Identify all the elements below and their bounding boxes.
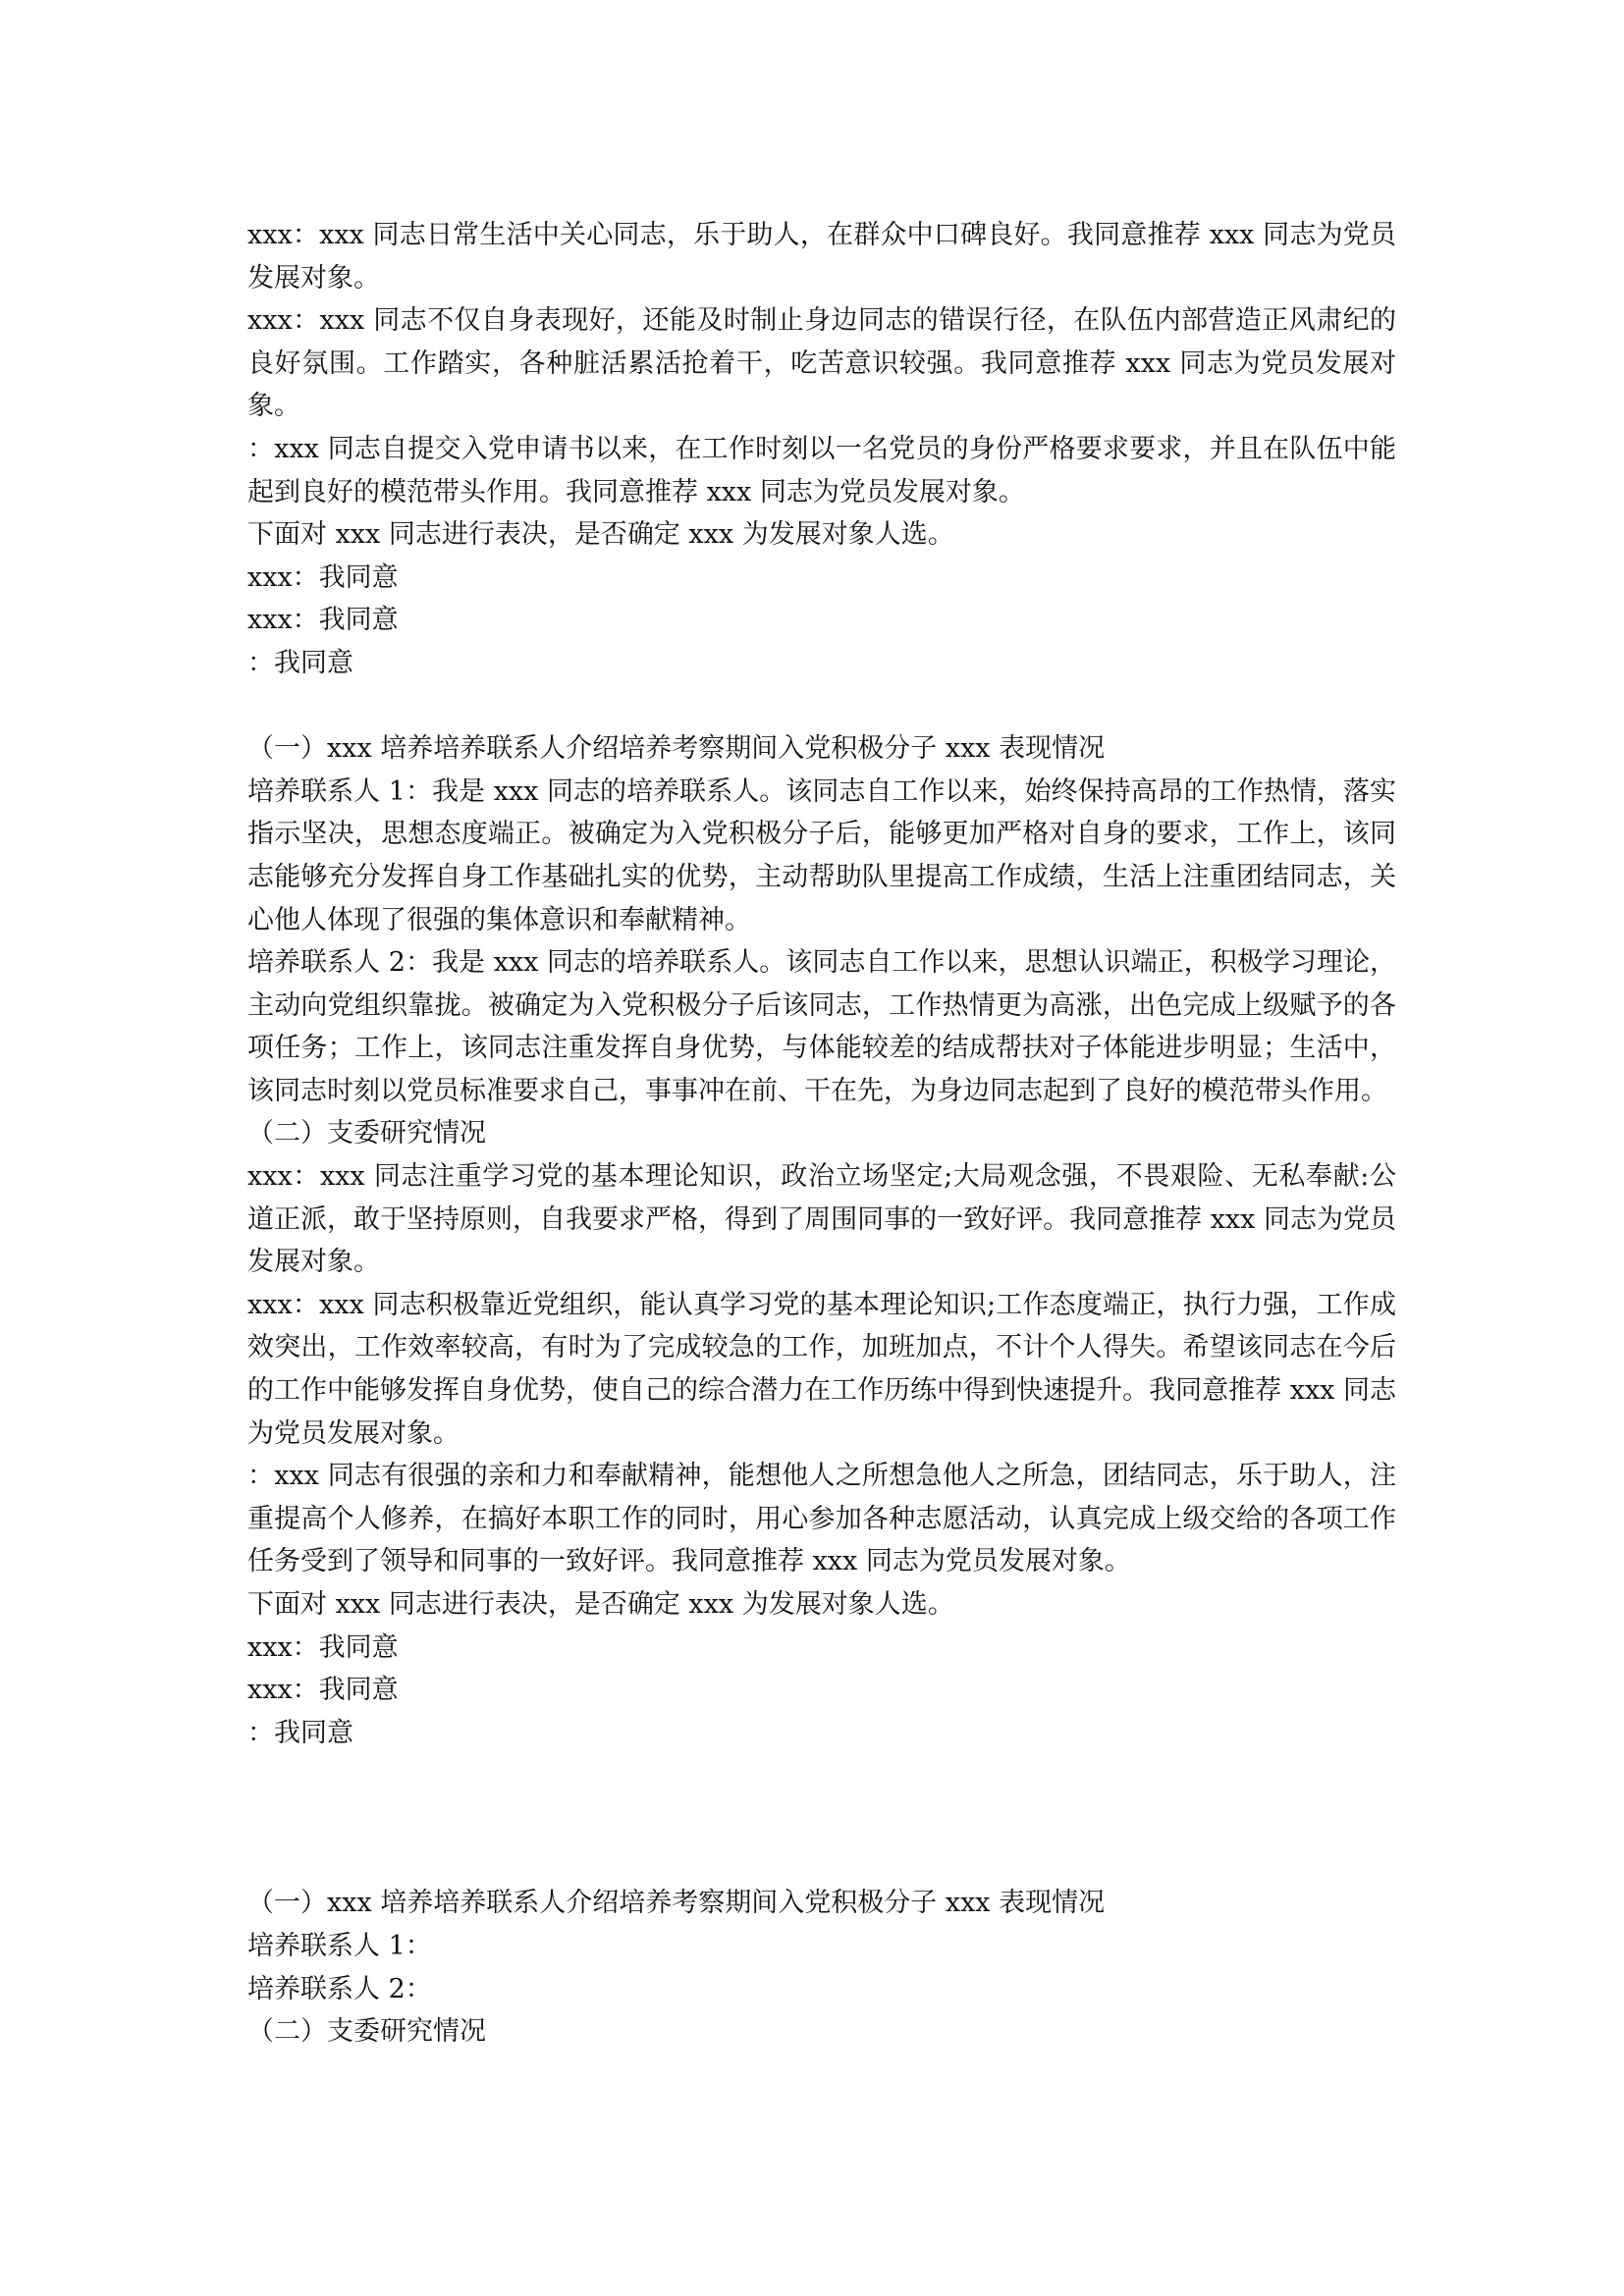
document-body	[247, 214, 1396, 2054]
paragraph-vote: xxx：我同意	[247, 561, 399, 593]
section-spacer	[247, 685, 1396, 728]
section-heading: （二）支委研究情况	[247, 1118, 486, 1149]
section-spacer	[247, 1754, 1396, 1882]
paragraph-member-comment: xxx：xxx 同志注重学习党的基本理论知识，政治立场坚定;大局观念强，不畏艰险、无私奉献:公道正派，敢于坚持原则，自我要求严格，得到了周围同事的一致好评。我同意推荐 xxx 同志为党员发展对象。	[247, 1161, 1396, 1278]
paragraph-contact-introduction: 培养联系人 2：我是 xxx 同志的培养联系人。该同志自工作以来，思想认识端正，积极学习理论，主动向党组织靠拢。被确定为入党积极分子后该同志，工作热情更为高涨，出色完成上级赋予的各项任务；工作上，该同志注重发挥自身优势，与体能较差的结成帮扶对子体能进步明显；生活中，该同志时刻以党员标准要求自己，事事冲在前、干在先，为身边同志起到了良好的模范带头作用。	[247, 947, 1396, 1106]
paragraph-vote: xxx：我同意	[247, 1675, 399, 1706]
paragraph-vote: ：我同意	[247, 647, 353, 678]
paragraph-member-comment: xxx：xxx 同志积极靠近党组织，能认真学习党的基本理论知识;工作态度端正，执行力强，工作成效突出，工作效率较高，有时为了完成较急的工作，加班加点，不计个人得失。希望该同志在今后的工作中能够发挥自身优势，使自己的综合潜力在工作历练中得到快速提升。我同意推荐 xxx 同志为党员发展对象。	[247, 1289, 1396, 1449]
paragraph-member-comment: xxx：xxx 同志不仅自身表现好，还能及时制止身边同志的错误行径，在队伍内部营造正风肃纪的良好氛围。工作踏实，各种脏活累活抢着干，吃苦意识较强。我同意推荐 xxx 同志为党员发展对象。	[247, 305, 1396, 422]
paragraph-contact-introduction: 培养联系人 1：我是 xxx 同志的培养联系人。该同志自工作以来，始终保持高昂的工作热情，落实指示坚决，思想态度端正。被确定为入党积极分子后，能够更加严格对自身的要求，工作上，该同志能够充分发挥自身工作基础扎实的优势，主动帮助队里提高工作成绩，生活上注重团结同志，关心他人体现了很强的集体意识和奉献精神。	[247, 775, 1396, 935]
paragraph-member-comment: xxx：xxx 同志日常生活中关心同志，乐于助人，在群众中口碑良好。我同意推荐 xxx 同志为党员发展对象。	[247, 220, 1396, 294]
paragraph-vote: xxx：我同意	[247, 1631, 399, 1663]
section-heading: （一）xxx 培养培养联系人介绍培养考察期间入党积极分子 xxx 表现情况	[247, 733, 1106, 765]
paragraph-vote-prompt: 下面对 xxx 同志进行表决，是否确定 xxx 为发展对象人选。	[247, 519, 954, 551]
paragraph-vote: ：我同意	[247, 1717, 353, 1748]
section-heading: （二）支委研究情况	[247, 2016, 486, 2048]
paragraph-contact-label: 培养联系人 1：	[247, 1930, 432, 1961]
section-heading: （一）xxx 培养培养联系人介绍培养考察期间入党积极分子 xxx 表现情况	[247, 1888, 1106, 1919]
paragraph-vote-prompt: 下面对 xxx 同志进行表决，是否确定 xxx 为发展对象人选。	[247, 1589, 954, 1620]
paragraph-contact-label: 培养联系人 2：	[247, 1973, 432, 2004]
paragraph-member-comment: ：xxx 同志自提交入党申请书以来，在工作时刻以一名党员的身份严格要求要求，并且在队伍中能起到良好的模范带头作用。我同意推荐 xxx 同志为党员发展对象。	[247, 433, 1396, 507]
paragraph-member-comment: ：xxx 同志有很强的亲和力和奉献精神，能想他人之所想急他人之所急，团结同志，乐于助人，注重提高个人修养，在搞好本职工作的同时，用心参加各种志愿活动，认真完成上级交给的各项工作任务受到了领导和同事的一致好评。我同意推荐 xxx 同志为党员发展对象。	[247, 1461, 1396, 1577]
paragraph-vote: xxx：我同意	[247, 605, 399, 636]
